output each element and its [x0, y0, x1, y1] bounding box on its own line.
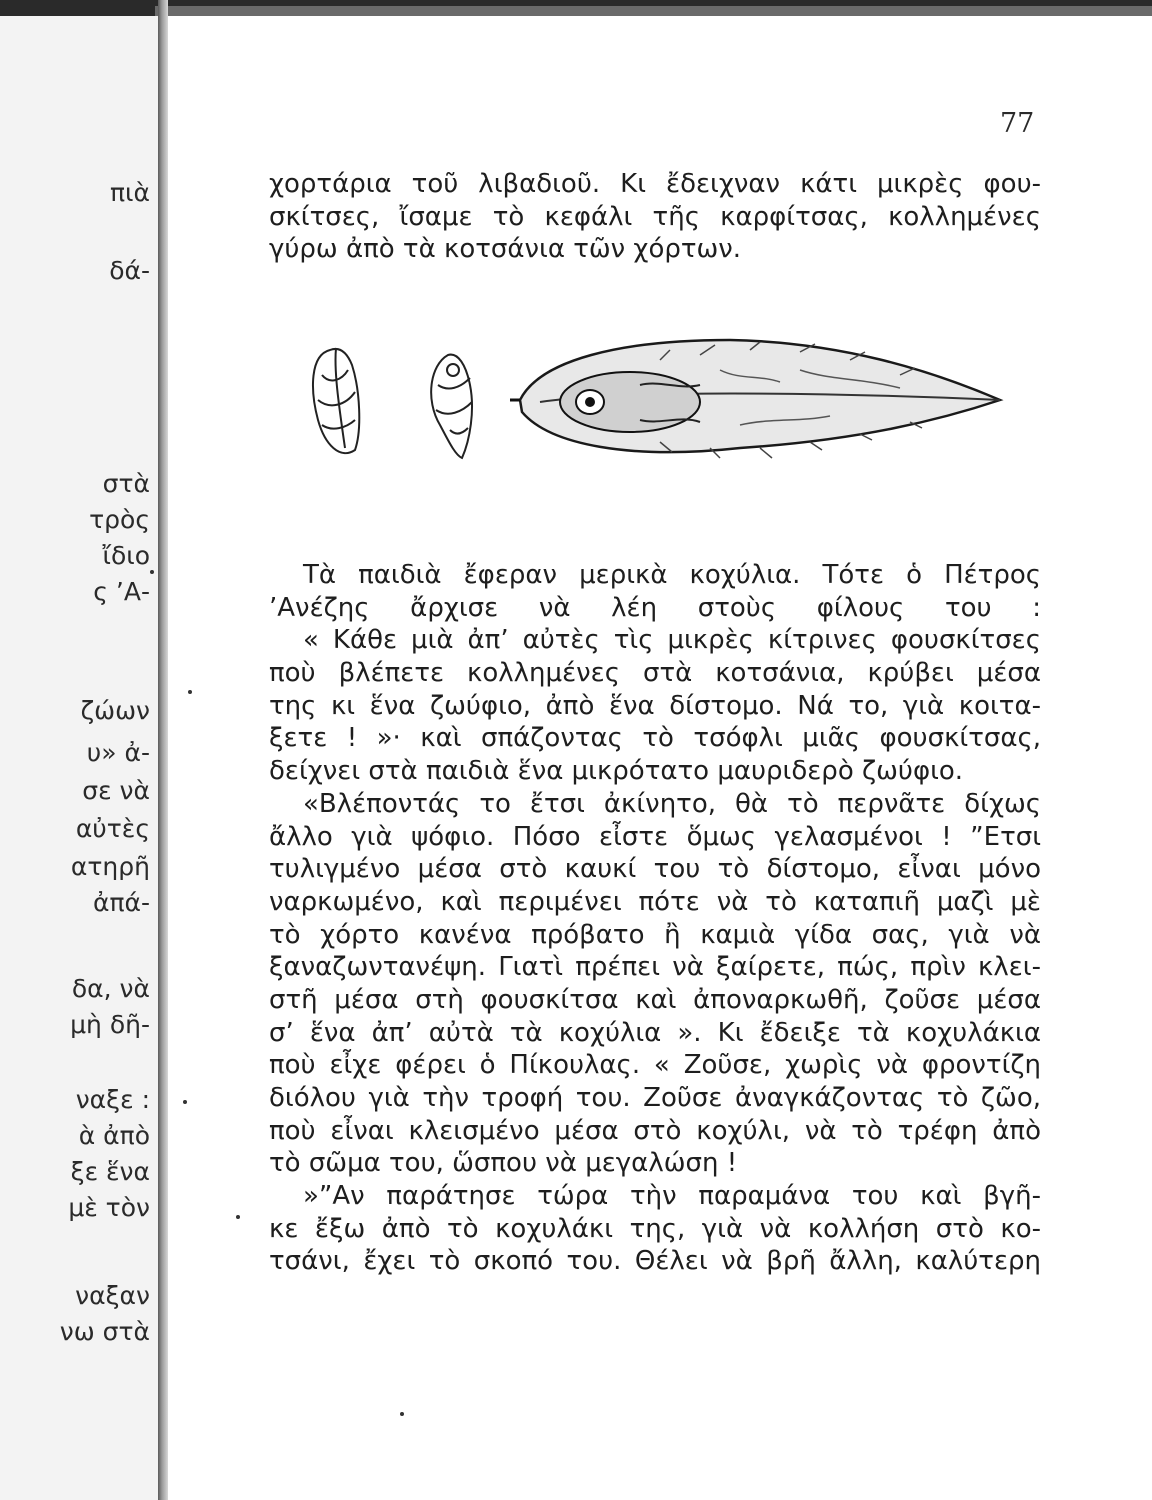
text-line: « Κάθε μιὰ ἀπ’ αὐτὲς τὶς μικρὲς κίτρινες φουσκίτσες [303, 625, 1041, 656]
scan-top-edge-light [155, 6, 1152, 16]
text-line: τὸ χόρτο κανένα πρόβατο ἢ καμιὰ γίδα σας, γιὰ νὰ [269, 919, 1041, 950]
prev-page-fragment: ατηρῆ [70, 852, 150, 881]
text-line: τσάνι, ἔχει τὸ σκοπό του. Θέλει νὰ βρῆ ἄλλη, καλύτερη [269, 1246, 1041, 1277]
prev-page-fragment: ναξε : [75, 1085, 150, 1114]
text-line: «Βλέποντάς το ἔτσι ἀκίνητο, θὰ τὸ περνᾶτε δίχως [303, 788, 1041, 819]
prev-page-fragment: μὴ δῆ- [70, 1010, 150, 1039]
text-line: σκίτσες, ἴσαμε τὸ κεφάλι τῆς καρφίτσας, κολλημένες [269, 201, 1041, 232]
text-line: διόλου γιὰ τὴν τροφή του. Ζοῦσε ἀναγκάζοντας τὸ ζῶο, [269, 1083, 1041, 1113]
text-line: τὸ σῶμα του, ὥσπου νὰ μεγαλώση ! [269, 1148, 738, 1179]
text-line: ποὺ βλέπετε κολλημένες στὰ κοτσάνια, κρύβει μέσα [269, 658, 1041, 689]
snail-shell-illustration [313, 348, 359, 453]
page-number: 77 [1000, 108, 1035, 139]
text-line: στῆ μέσα στὴ φουσκίτσα καὶ ἀποναρκωθῆ, ζοῦσε μέσα [269, 984, 1041, 1015]
prev-page-fragment: μὲ τὸν [68, 1193, 150, 1222]
prev-page-fragment: δα, νὰ [71, 974, 150, 1003]
scan-speck [150, 570, 154, 574]
prev-page-fragment: πιὰ [110, 178, 150, 207]
text-line: σ’ ἕνα ἀπ’ αὐτὰ τὰ κοχύλια ». Κι ἔδειξε τὰ κοχυλάκια [269, 1017, 1041, 1048]
text-line: ποὺ εἶναι κλεισμένο μέσα στὸ κοχύλι, νὰ τὸ τρέφη ἀπὸ [269, 1115, 1041, 1146]
distome-larva-illustration [510, 340, 1000, 458]
snail-shell-illustration [431, 355, 472, 458]
prev-page-fragment: υ» ἀ- [86, 738, 150, 767]
intro-paragraph [269, 168, 1041, 266]
prev-page-fragment: ς ’Α- [93, 577, 150, 606]
distome-illustration [300, 330, 1020, 470]
prev-page-fragment: δά- [109, 256, 150, 285]
text-line: Τὰ παιδιὰ ἔφεραν μερικὰ κοχύλια. Τότε ὁ Πέτρος [303, 560, 1041, 590]
prev-page-fragment: τρὸς [89, 505, 150, 534]
text-line: ἄλλο γιὰ ψόφιο. Πόσο εἶστε ὅμως γελασμένοι ! ”Ετσι [269, 821, 1041, 852]
text-line: ’Ανέζης ἄρχισε νὰ λέη στοὺς φίλους του : [269, 592, 1041, 623]
text-line: ξαναζωντανέψη. Γιατὶ πρέπει νὰ ξαίρετε, πώς, πρὶν κλει- [269, 952, 1041, 983]
text-line: ποὺ εἶχε φέρει ὁ Πίκουλας. « Ζοῦσε, χωρὶς νὰ φροντίζη [269, 1050, 1041, 1081]
prev-page-fragment: ὰ ἀπὸ [78, 1121, 150, 1150]
prev-page-fragment: σε νὰ [82, 776, 150, 805]
prev-page-fragment: στὰ [102, 469, 150, 498]
prev-page-fragment: ἴδιο [102, 541, 150, 570]
scan-speck [236, 1215, 240, 1219]
text-line: της κι ἕνα ζωύφιο, ἀπὸ ἕνα δίστομο. Νά το, γιὰ κοιτα- [269, 690, 1041, 721]
prev-page-fragment: αὐτὲς [75, 814, 150, 843]
prev-page-fragment: ζώων [80, 696, 150, 725]
text-line: τυλιγμένο μέσα στὸ καυκί του τὸ δίστομο, εἶναι μόνο [269, 854, 1041, 885]
prev-page-fragment: ἀπά- [92, 888, 150, 917]
text-line: κε ἔξω ἀπὸ τὸ κοχυλάκι της, γιὰ νὰ κολλήση στὸ κο- [269, 1213, 1041, 1244]
text-line: χορτάρια τοῦ λιβαδιοῦ. Κι ἔδειχναν κάτι μικρὲς φου- [269, 169, 1041, 199]
book-gutter [158, 0, 168, 1500]
text-line: γύρω ἀπὸ τὰ κοτσάνια τῶν χόρτων. [269, 234, 742, 265]
text-line: »”Αν παράτησε τώρα τὴν παραμάνα του καὶ βγῆ- [303, 1181, 1041, 1212]
text-line: ναρκωμένο, καὶ περιμένει πότε νὰ τὸ καταπιῆ μαζὶ μὲ [269, 886, 1041, 917]
text-line: δείχνει στὰ παιδιὰ ἕνα μικρότατο μαυριδερὸ ζωύφιο. [269, 756, 964, 787]
scan-speck [183, 1100, 187, 1104]
previous-page-margin [0, 16, 158, 1500]
prev-page-fragment: ξε ἕνα [70, 1157, 150, 1186]
scan-speck [188, 690, 192, 694]
scan-speck [400, 1412, 404, 1416]
prev-page-fragment: ναξαν [75, 1281, 150, 1310]
prev-page-fragment: νω στὰ [59, 1317, 150, 1346]
text-line: ξετε ! »· καὶ σπάζοντας τὸ τσόφλι μιᾶς φουσκίτσας, [269, 723, 1041, 754]
main-text [269, 559, 1041, 1278]
